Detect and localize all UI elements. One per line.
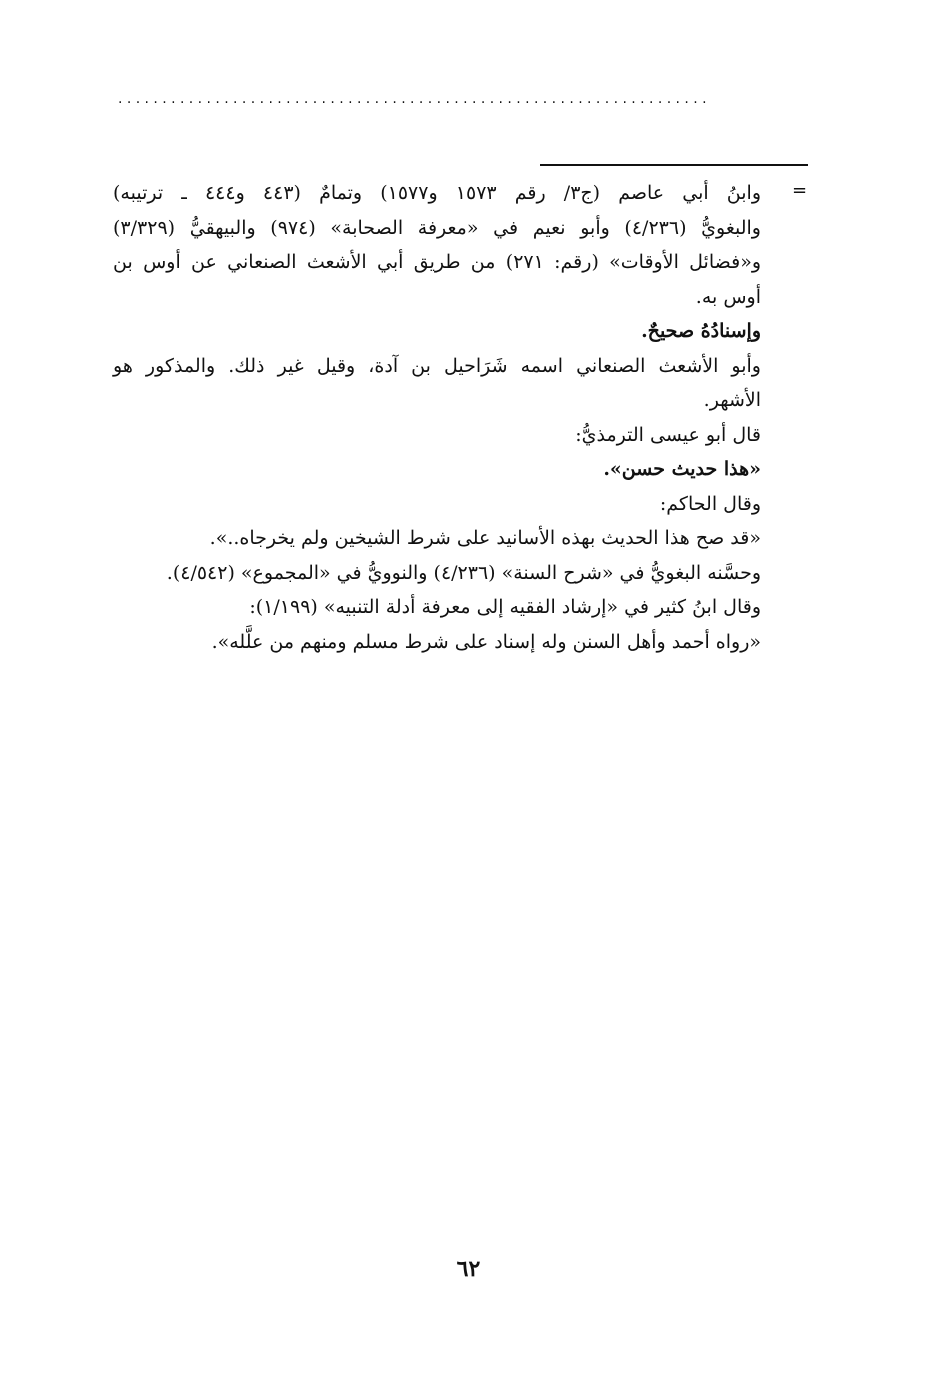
text-line: وأبو الأشعث الصنعاني اسمه شَرَاحيل بن آدة، وقيل غير ذلك. والمذكور هو xyxy=(113,354,761,377)
text-line: الأشهر. xyxy=(703,389,761,411)
text-line: والبغويُّ (٤/٢٣٦) وأبو نعيم في «معرفة الصحابة» (٩٧٤) والبيهقيُّ (٣/٣٢٩) xyxy=(113,216,761,239)
text-line: وابنُ أبي عاصم (ج٣/ رقم ١٥٧٣ و١٥٧٧) وتمامٌ (٤٤٣ و٤٤٤ ـ ترتيبه) xyxy=(113,182,762,204)
quote-tirmidhi: «هذا حديث حسن». xyxy=(603,458,761,480)
quote-ibn-kathir: «رواه أحمد وأهل السنن وله إسناد على شرط مسلم ومنهم من علَّله». xyxy=(211,630,761,653)
text-line: وحسَّنه البغويُّ في «شرح السنة» (٤/٢٣٦) والنوويُّ في «المجموع» (٤/٥٤٢). xyxy=(166,561,761,584)
page-number: ٦٢ xyxy=(456,1256,481,1282)
text-line: وقال الحاكم: xyxy=(659,492,761,515)
isnad-verdict: وإسنادُهُ صحيحٌ. xyxy=(641,320,761,342)
text-line: وقال ابنُ كثير في «إرشاد الفقيه إلى معرفة أدلة التنبيه» (١/١٩٩): xyxy=(249,596,761,618)
text-line: قال أبو عيسى الترمذيُّ: xyxy=(575,423,761,446)
continuation-mark: = xyxy=(792,180,808,201)
text-line: أوس به. xyxy=(695,285,761,308)
quote-hakim: «قد صح هذا الحديث بهذه الأسانيد على شرط الشيخين ولم يخرجاه..». xyxy=(209,527,761,549)
header-dotted-separator: ................................................................... xyxy=(118,94,711,104)
footnote-text xyxy=(113,176,761,659)
footnote-rule xyxy=(540,164,808,166)
text-line: و«فضائل الأوقات» (رقم: ٢٧١) من طريق أبي الأشعث الصنعاني عن أوس بن xyxy=(113,251,761,273)
